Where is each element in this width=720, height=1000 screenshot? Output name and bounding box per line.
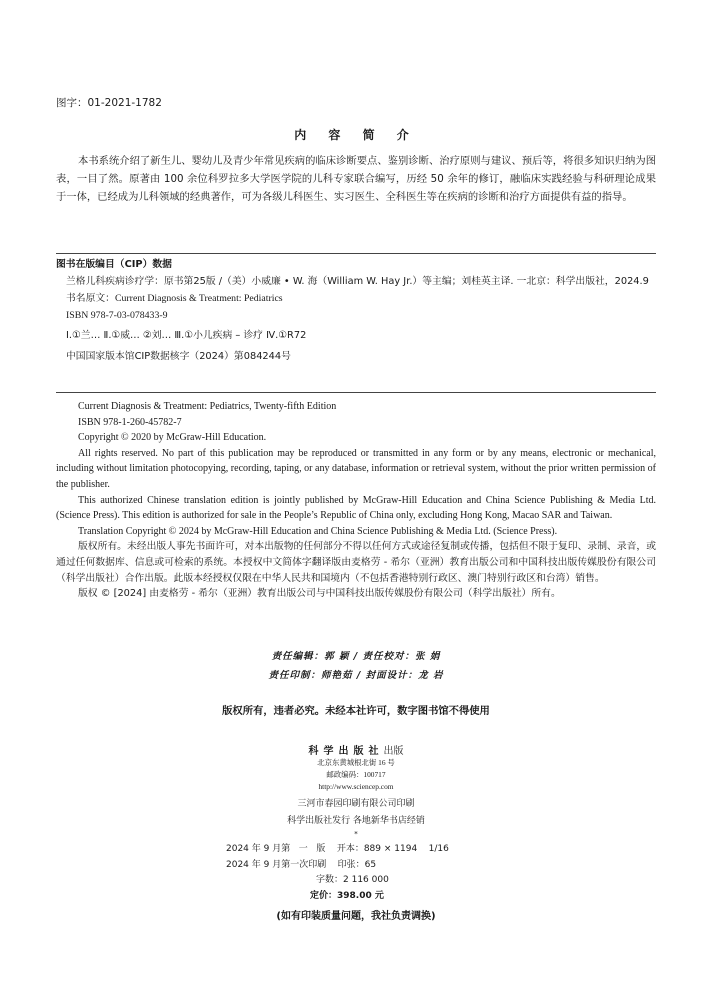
translation-copyright: Translation Copyright © 2024 by McGraw-Hill Education and China Science Publishing & Media Ltd. (Science Press).	[78, 525, 558, 537]
cip-data-block	[56, 256, 656, 365]
publisher-postcode: 邮政编码：100717	[326, 770, 386, 779]
cip-entry: 兰格儿科疾病诊疗学：原书第25版 /（美）小威廉 • W. 海（William W. Hay Jr.）等主编；刘桂英主译. 一北京：科学出版社，2024.9	[66, 276, 649, 287]
distribution-line: 科学出版社发行 各地新华书店经销	[287, 816, 425, 826]
cip-bottom-divider	[56, 392, 656, 393]
publisher-name-suffix: 出版	[383, 746, 404, 757]
intro-title: 内 容 简 介	[294, 128, 418, 142]
rights-notice: 版权所有，违者必究。未经本社许可，数字图书馆不得使用	[222, 705, 490, 717]
cip-heading: 图书在版编目（CIP）数据	[56, 259, 172, 270]
cip-top-divider	[56, 253, 656, 254]
original-isbn: ISBN 978-1-260-45782-7	[78, 416, 182, 428]
publisher-address: 北京东黄城根北街 16 号	[317, 758, 395, 767]
original-title: Current Diagnosis & Treatment: Pediatrics, Twenty-fifth Edition	[78, 401, 337, 412]
quality-note: (如有印装质量问题，我社负责调换)	[276, 911, 436, 922]
rights-statement-en: All rights reserved. No part of this publication may be reproduced or transmitted in any form or by any means, electronic or mechanical, including without limitation photocopying, recording, taping, or any database, information or retrieval system, without the prior written permission of the publisher.	[56, 447, 656, 490]
cip-isbn: ISBN 978-7-03-078433-9	[66, 310, 168, 321]
original-edition-block	[56, 399, 656, 602]
rights-statement-zh: 版权所有。未经出版人事先书面许可，对本出版物的任何部分不得以任何方式或途径复制或传播，包括但不限于复印、录制、录音，或通过任何数据库、信息或可检索的系统。本授权中文简体字翻译版由麦格劳 - 希尔（亚洲）教育出版公司和中国科技出版传媒股份有限公司（科学出版社）合作出版。此版本经授权仅限在中华人民共和国境内（不包括香港特别行政区、澳门特别行政区和台湾）销售。	[56, 541, 657, 584]
authorized-edition-statement: This authorized Chinese translation edition is jointly published by McGraw-Hill Education and China Science Publishing & Media Ltd. (Science Press). This edition is authorized for sale in the People’s Republic of China only, excluding Hong Kong, Macao SAR and Taiwan.	[56, 494, 656, 522]
cip-original-title: 书名原文：Current Diagnosis & Treatment: Pediatrics	[66, 293, 283, 304]
separator-asterisk: *	[354, 829, 358, 838]
publisher-name-line	[0, 742, 712, 757]
copyright-owner-zh: 版权 © [2024] 由麦格劳 - 希尔（亚洲）教育出版公司与中国科技出版传媒股份有限公司（科学出版社）所有。	[78, 588, 561, 600]
publisher-url: http://www.sciencep.com	[318, 782, 394, 791]
intro-body: 本书系统介绍了新生儿、婴幼儿及青少年常见疾病的临床诊断要点、鉴别诊断、治疗原则与建议、预后等，将很多知识归纳为图表，一目了然。原著由 100 余位科罗拉多大学医学院的儿科专家联合编写，历经 50 余年的修订，融临床实践经验与科研理论成果于一体，已经成为儿科领域的经典著作，可为各级儿科医生、实习医生、全科医生等在疾病的诊断和治疗方面提供有益的指导。	[56, 155, 656, 203]
cip-number: 中国国家版本馆CIP数据核字（2024）第084244号	[66, 351, 291, 362]
original-copyright: Copyright © 2020 by McGraw-Hill Education.	[78, 432, 267, 444]
cip-classification: Ⅰ.①兰… Ⅱ.①威… ②刘… Ⅲ.①小儿疾病 – 诊疗 Ⅳ.①R72	[66, 330, 307, 341]
word-count-line: 字数：2 116 000	[316, 875, 389, 885]
print-info-block	[226, 842, 526, 904]
copyright-registration-number: 图字：01-2021-1782	[56, 97, 162, 109]
edition-line: 2024 年 9 月第 一 版 开本：889 × 1194 1/16	[226, 844, 449, 854]
printing-line: 2024 年 9 月第一次印刷 印张：65	[226, 859, 377, 870]
editors-line-2: 责任印制：师艳茹 / 封面设计：龙 岩	[268, 670, 444, 681]
editors-line-1: 责任编辑：郭 颖 / 责任校对：张 娟	[271, 651, 441, 662]
printer-line: 三河市春园印刷有限公司印刷	[297, 799, 415, 809]
price-line: 定价：398.00 元	[310, 890, 384, 901]
publisher-name: 科学出版社	[308, 746, 384, 757]
